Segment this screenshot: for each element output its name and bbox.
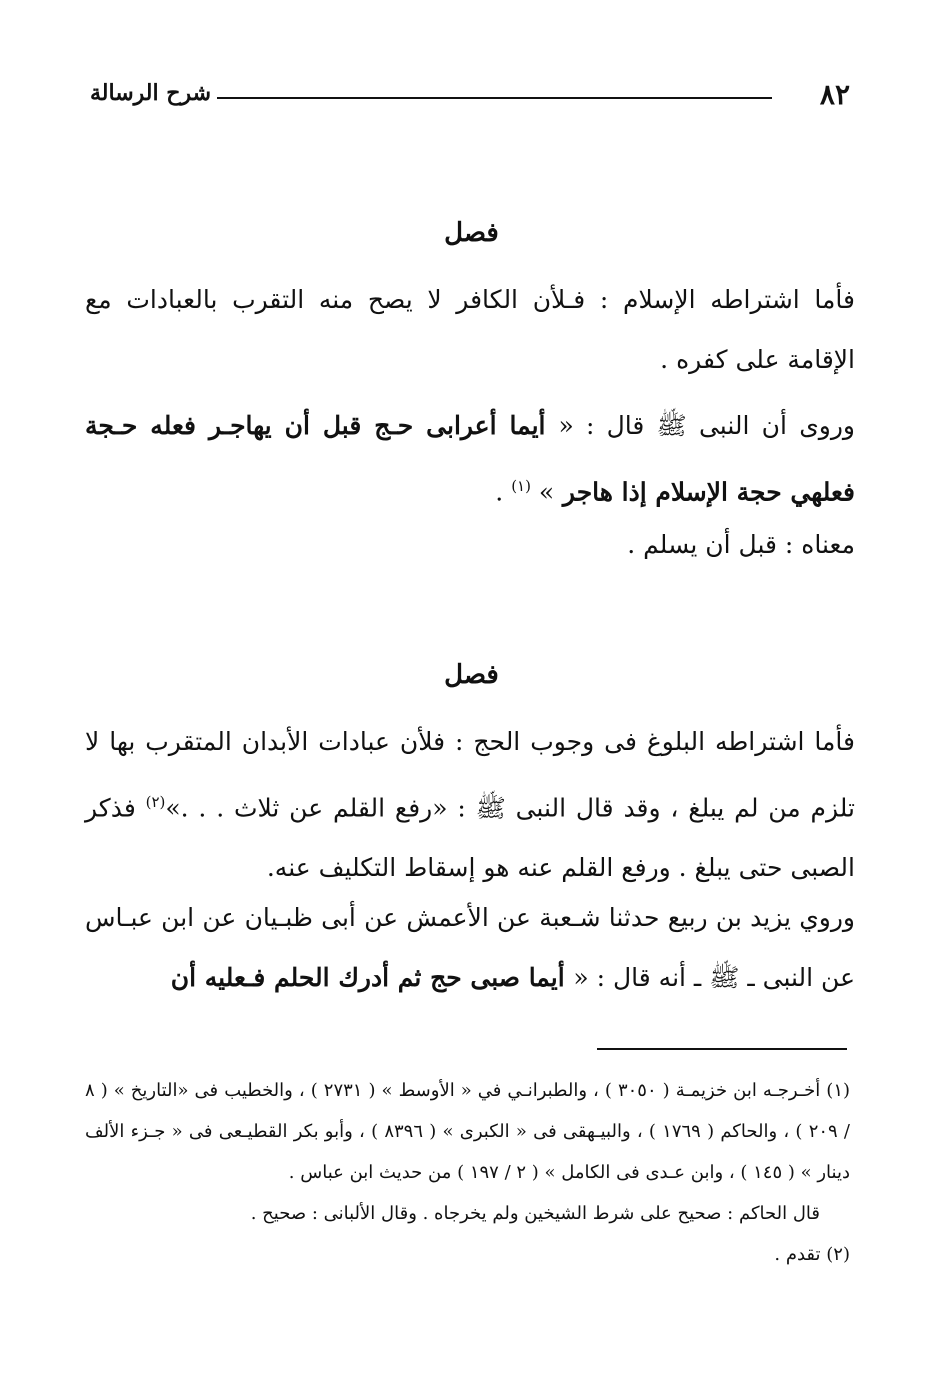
paragraph-hadith-arabi xyxy=(85,396,855,522)
footnotes xyxy=(85,1070,850,1275)
puberty-text: فأما اشتراطه البلوغ فى وجوب الحج : فلأن عبادات الأبدان المتقرب بها لا تلزم من لم يبلغ ، وقد قال النبى ﷺ : «رفع القلم عن ثلاث . . .» xyxy=(85,727,856,823)
paragraph-hadith-sabi xyxy=(85,888,855,1008)
paragraph-islam-condition: فأما اشتراطه الإسلام : فـلأن الكافر لا يصح منه التقرب بالعبادات مع الإقامة على كفره . xyxy=(85,285,855,374)
footnote-1-note: قال الحاكم : صحيح على شرط الشيخين ولم يخرجاه . وقال الألبانى : صحيح . xyxy=(250,1203,820,1224)
footnote-rule xyxy=(597,1048,847,1050)
running-title: شرح الرسالة xyxy=(90,80,212,106)
page-header xyxy=(90,78,850,118)
page-number: ٨٢ xyxy=(819,78,850,111)
footnote-2: (٢) تقدم . xyxy=(774,1244,850,1265)
section-title-1: فصل xyxy=(444,218,499,248)
paragraph-puberty-condition xyxy=(85,712,855,898)
hadith-close: » xyxy=(538,477,555,507)
sabi-intro: وروي يزيد بن ربيع حدثنا شـعبة عن الأعمش عن أبى ظبـيان عن ابن عبـاس عن النبى ـ ﷺ ـ أنه قال : « xyxy=(85,903,855,992)
paragraph-meaning: معناه : قبل أن يسلم . xyxy=(627,530,855,559)
hadith-quote: أيما أعرابى حـج قبل أن يهاجـر فعله حـجة فعلهي حجة الإسلام إذا هاجر xyxy=(85,411,855,507)
footnote-ref-2[interactable]: (٢) xyxy=(145,793,166,811)
hadith-intro: وروى أن النبى ﷺ قال : « xyxy=(558,411,855,440)
sabi-quote: أيما صبى حج ثم أدرك الحلم فـعليه أن xyxy=(170,963,574,992)
footnote-1: (١) أخـرجـه ابن خزيمـة ( ٣٠٥٠ ) ، والطبرانـي في « الأوسط » ( ٢٧٣١ ) ، والخطيب فى «التاريخ » ( ٨ / ٢٠٩ ) ، والحاكم ( ١٧٦٩ ) ، والبيـهقى فى « الكبرى » ( ٨٣٩٦ ) ، وأبو بكر القطيـعى فى « جـزء الألف دينار » ( ١٤٥ ) ، وابن عـدى فى الكامل » ( ٢ / ١٩٧ ) من حديث ابن عباس . xyxy=(85,1080,851,1183)
footnote-ref-1[interactable]: (١) xyxy=(511,477,531,495)
puberty-end: فذكر الصبى حتى يبلغ . ورفع القلم عنه هو إسقاط التكليف عنه. xyxy=(85,793,855,883)
header-rule xyxy=(217,97,772,99)
section-title-2: فصل xyxy=(444,660,499,690)
hadith-end: . xyxy=(495,477,512,507)
